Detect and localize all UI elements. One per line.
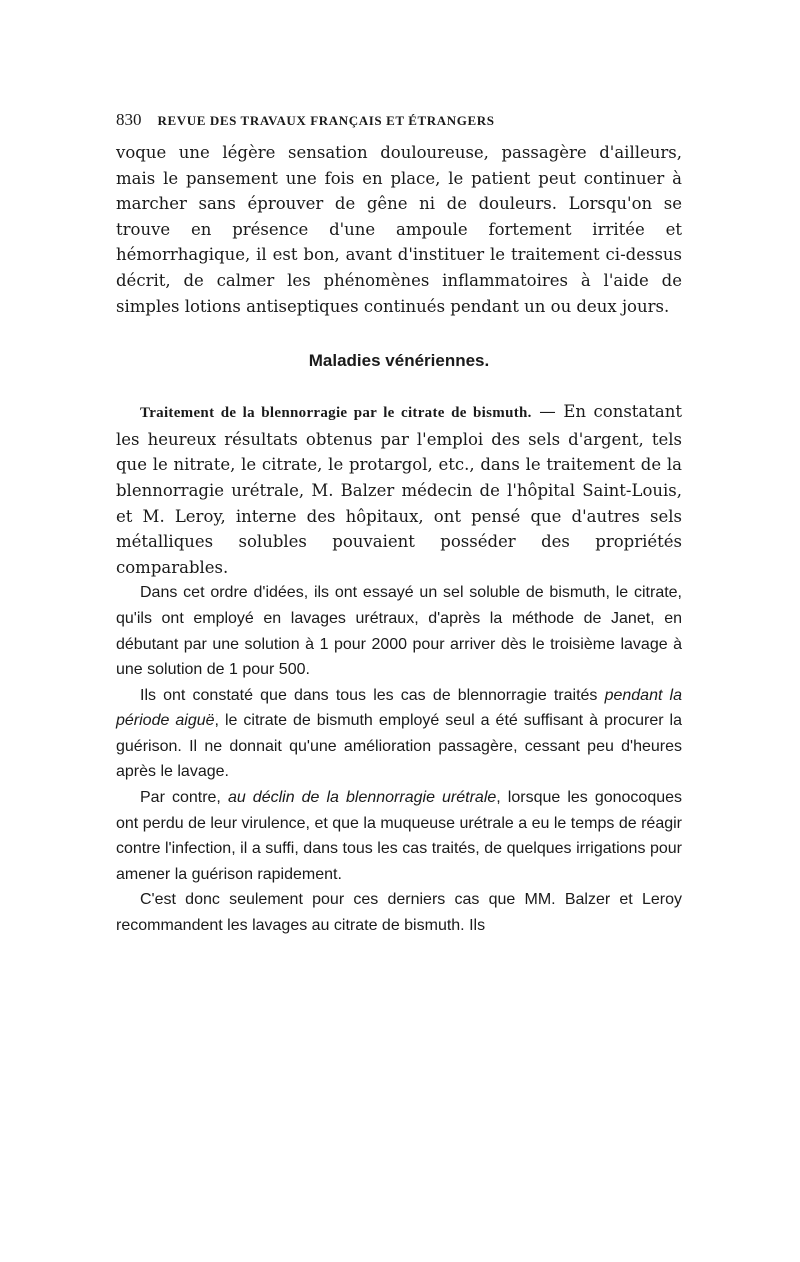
running-title: REVUE DES TRAVAUX FRANÇAIS ET ÉTRANGERS — [157, 113, 495, 128]
paragraph-bismuth-trial: Dans cet ordre d'idées, ils ont essayé un sel soluble de bismuth, le citrate, qu'ils ont employé en lavages urétraux, d'après la méthode de Janet, en débutant par une solution à 1 pour 2000 pour arriver dès le troisième lavage à une solution de 1 pour 500. — [116, 584, 682, 679]
running-header — [116, 110, 682, 140]
decline-text-b: , lorsque les gonocoques ont perdu de leur virulence, et que la muqueuse urétrale a eu le temps de réagir contre l'infection, il a suffi, dans tous les cas traités, de quelques irrigations pour amener la guérison rapidement. — [116, 789, 683, 883]
acute-text-a: Ils ont constaté que dans tous les cas de blennorragie traités — [140, 686, 605, 704]
paragraph-recommendation: C'est donc seulement pour ces derniers cas que MM. Balzer et Leroy recommandent les lavages au citrate de bismuth. Ils — [116, 891, 682, 935]
decline-text-a: Par contre, — [140, 789, 228, 807]
article-subhead: Traitement de la blennorragie par le citrate de bismuth. — [140, 405, 532, 422]
page-number: 830 — [116, 110, 142, 129]
paragraph-continuation: voque une légère sensation douloureuse, passagère d'ailleurs, mais le pansement une fois en place, le patient peut continuer à marcher sans éprouver de gêne ni de douleurs. Lorsqu'on se trouve en présence d'une ampoule fortement irritée et hémorrhagique, il est bon, avant d'instituer le traitement ci-dessus décrit, de calmer les phénomènes inflammatoires à l'aide de simples lotions antiseptiques continués pendant un ou deux jours. — [116, 143, 682, 316]
section-title: Maladies vénériennes. — [308, 351, 490, 371]
paragraph-article-intro — [116, 399, 682, 580]
paragraph-acute-period — [116, 683, 682, 785]
article-intro-text: — En constatant les heureux résultats obtenus par l'emploi des sels d'argent, tels que le nitrate, le citrate, le protargol, etc., dans le traitement de la blennorragie urétrale, M. Balzer médecin de l'hôpital Saint-Louis, et M. Leroy, interne des hôpitaux, ont pensé que d'autres sels métalliques solubles pouvaient posséder des propriétés comparables. — [116, 402, 682, 577]
acute-emphasis: pendant la période aiguë — [116, 686, 683, 730]
acute-text-b: , le citrate de bismuth employé seul a été suffisant à procurer la guérison. Il ne donnait qu'une amélioration passagère, cessant peu d'heures après le lavage. — [116, 712, 683, 781]
paragraph-decline-period — [116, 785, 682, 887]
decline-emphasis: au déclin de la blennorragie urétrale — [227, 789, 497, 807]
page — [116, 110, 682, 939]
